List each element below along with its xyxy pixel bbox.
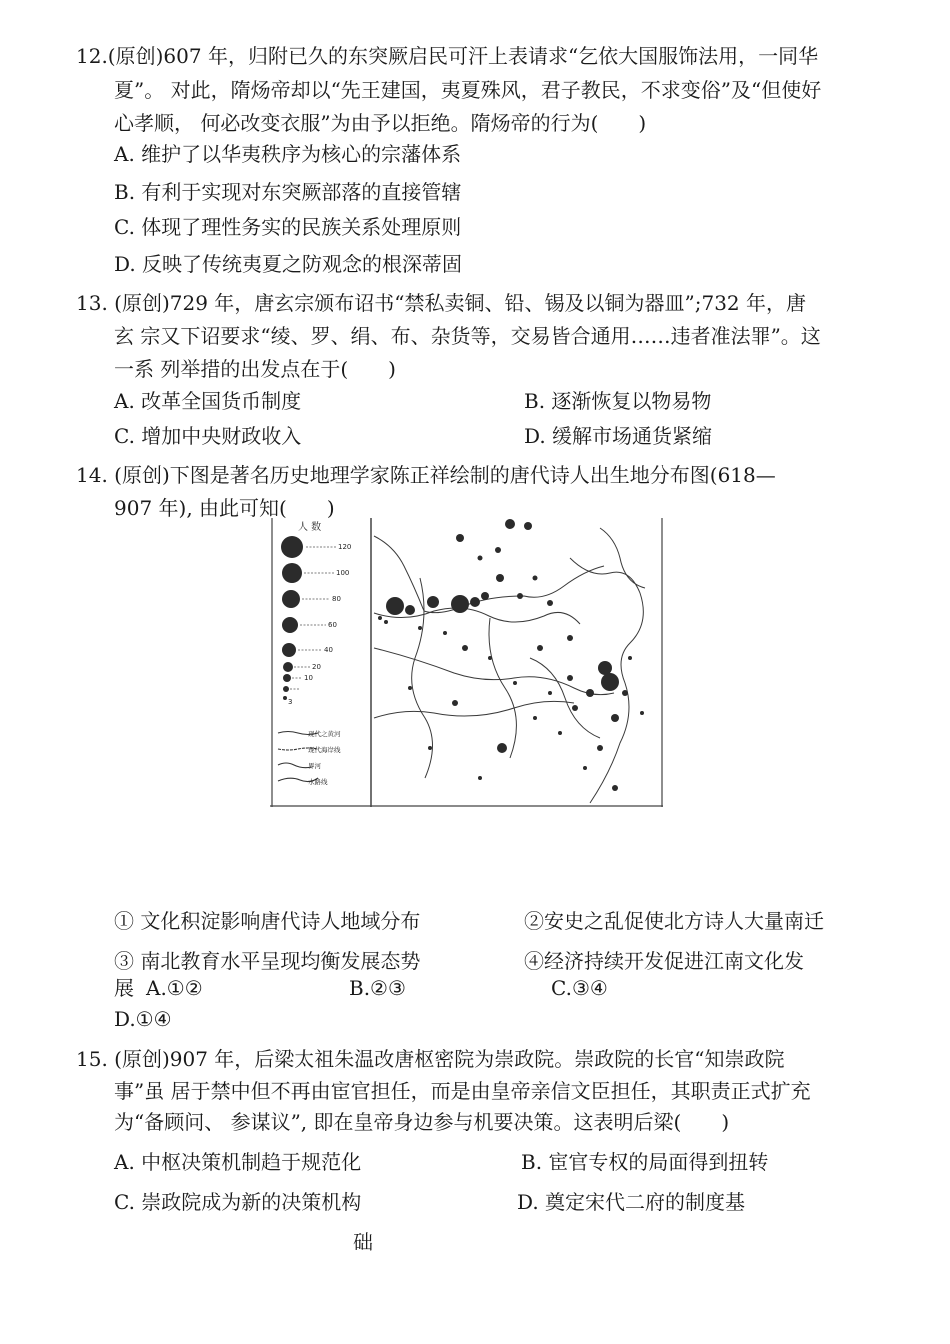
map-poet-circles [378,519,644,791]
q13-stem-line3: 一系 列举措的出发点在于( ) [114,357,396,381]
q13-option-c: C. 增加中央财政收入 [114,424,302,448]
q13-option-a: A. 改革全国货币制度 [114,389,302,413]
q15-stem-line2: 事”虽 居于禁中但不再由宦官担任，而是由皇帝亲信文臣担任，其职责正式扩充 [114,1079,811,1103]
q15-option-d: D. 奠定宋代二府的制度基 [517,1190,746,1214]
q12-stem-line2: 夏”。 对此，隋炀帝却以“先王建国，夷夏殊风，君子教民，不求变俗”及“但使好 [114,78,822,102]
legend-tick-120: 120 [338,543,352,551]
q15-option-b: B. 宦官专权的局面得到扭转 [521,1150,769,1174]
q14-option-c: C.③④ [551,976,608,1000]
q13-stem-line1: 13. (原创)729 年，唐玄宗颁布诏书“禁私卖铜、铅、锡及以铜为器皿”;732 年，唐 [76,291,807,315]
q14-statement-4-wrap: 展 [114,976,134,1000]
q14-statement-3: ③ 南北教育水平呈现均衡发展态势 [114,949,421,973]
q15-stem-line3: 为“备顾问、 参谋议”, 即在皇帝身边参与机要决策。这表明后梁( ) [114,1110,730,1134]
q15-option-a: A. 中枢决策机制趋于规范化 [114,1150,362,1174]
legend-tick-100: 100 [336,569,350,577]
legend-tick-80: 80 [332,595,341,603]
q14-option-d: D.①④ [114,1007,172,1031]
q12-option-c: C. 体现了理性务实的民族关系处理原则 [114,215,462,239]
q15-option-d-wrap: 础 [353,1230,373,1254]
q14-stem-line2: 907 年), 由此可知( ) [114,496,335,520]
q13-stem-line2: 玄 宗又下诏要求“绫、罗、绢、布、杂货等，交易皆合通用……违者准法罪”。这 [114,324,821,348]
map-legend-title: 人 数 [298,522,322,533]
legend-tick-60: 60 [328,621,337,629]
line-legend-yellow-river: 现代之黄河 [308,730,341,738]
q14-statement-2: ②安史之乱促使北方诗人大量南迁 [524,909,824,933]
q14-option-a: A.①② [146,976,203,1000]
q15-stem-line1: 15. (原创)907 年，后梁太祖朱温改唐枢密院为崇政院。崇政院的长官“知崇政院 [76,1047,785,1071]
q12-stem-line1: 12.(原创)607 年，归附已久的东突厥启民可汗上表请求“乞依大国服饰法用，一同华 [76,44,819,68]
q14-statement-4: ④经济持续开发促进江南文化发 [524,949,804,973]
q14-statement-1: ① 文化积淀影响唐代诗人地域分布 [114,909,421,933]
poet-birthplace-map [270,518,663,807]
q15-option-c: C. 崇政院成为新的决策机构 [114,1190,362,1214]
q12-option-a: A. 维护了以华夷秩序为核心的宗藩体系 [114,142,462,166]
line-legend-waterway: 水路线 [308,778,328,786]
map-legend-scale [281,536,303,700]
q13-option-d: D. 缓解市场通货紧缩 [524,424,713,448]
legend-tick-40: 40 [324,646,333,654]
legend-tick-20: 20 [312,663,321,671]
line-legend-border-river: 界河 [308,762,321,770]
q12-stem-line3: 心孝顺， 何必改变衣服”为由予以拒绝。隋炀帝的行为( ) [114,111,647,135]
legend-tick-10: 10 [304,674,313,682]
q12-option-d: D. 反映了传统夷夏之防观念的根深蒂固 [114,252,463,276]
q14-option-b: B.②③ [349,976,406,1000]
legend-tick-3: 3 [288,698,293,706]
q12-option-b: B. 有利于实现对东突厥部落的直接管辖 [114,180,462,204]
q13-option-b: B. 逐渐恢复以物易物 [524,389,712,413]
line-legend-coastline: 现代海岸线 [308,746,341,754]
q14-stem-line1: 14. (原创)下图是著名历史地理学家陈正祥绘制的唐代诗人出生地分布图(618— [76,463,776,487]
